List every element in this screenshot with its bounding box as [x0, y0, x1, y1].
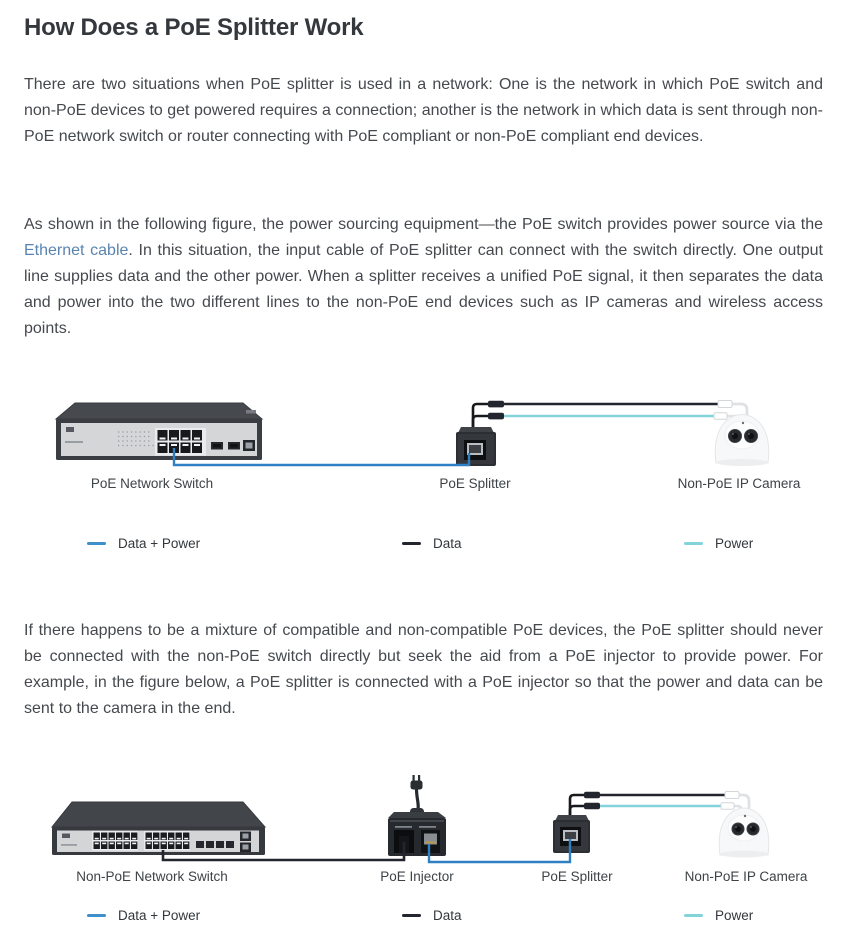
legend-label-data-power-2: Data + Power [118, 908, 201, 923]
non-poe-ip-camera-illustration [714, 401, 769, 467]
legend-item-data-power [87, 536, 200, 551]
device-label-poe-splitter: PoE Splitter [439, 476, 511, 491]
page-title: How Does a PoE Splitter Work [24, 14, 364, 41]
poe-splitter-illustration-2 [553, 792, 600, 853]
device-label-poe-network-switch: PoE Network Switch [90, 476, 214, 491]
legend-label-data-power: Data + Power [118, 536, 201, 551]
legend-swatch-data-2 [402, 914, 421, 917]
legend-item-data-2 [402, 908, 462, 923]
legend-swatch-power [684, 542, 703, 545]
legend-swatch-data-power [87, 542, 106, 545]
diagram-poe-switch-setup [0, 390, 865, 560]
ethernet-cable-link[interactable]: Ethernet cable [24, 242, 129, 259]
device-label-poe-injector: PoE Injector [380, 869, 454, 884]
legend-swatch-data [402, 542, 421, 545]
legend-label-power-2: Power [715, 908, 754, 923]
legend-item-power [684, 536, 753, 551]
device-label-poe-splitter-2: PoE Splitter [541, 869, 613, 884]
legend-label-data-2: Data [433, 908, 462, 923]
device-label-non-poe-ip-camera-2: Non-PoE IP Camera [684, 869, 808, 884]
poe-network-switch-illustration [56, 403, 262, 460]
paragraph-figure1-text-before: As shown in the following figure, the power sourcing equipment—the PoE switch provides power source via the [24, 216, 823, 233]
legend-swatch-data-power-2 [87, 914, 106, 917]
device-label-non-poe-ip-camera: Non-PoE IP Camera [677, 476, 801, 491]
legend-label-data: Data [433, 536, 462, 551]
paragraph-figure1 [24, 212, 823, 342]
poe-injector-illustration [388, 775, 446, 856]
data-power-cable-injector-to-splitter [429, 839, 570, 862]
device-label-non-poe-network-switch: Non-PoE Network Switch [76, 869, 228, 884]
legend-item-power-2 [684, 908, 753, 923]
legend-label-power: Power [715, 536, 754, 551]
paragraph-figure1-text-after: . In this situation, the input cable of PoE splitter can connect with the switch directly. One output line supplies data and the other power. When a splitter receives a unified PoE signal, it then separates the data and power into the two different lines to the non-PoE end devices such as IP cameras and wireless access points. [24, 242, 823, 337]
legend-item-data-power-2 [87, 908, 200, 923]
diagram-poe-injector-figure [0, 770, 865, 868]
paragraph-figure2: If there happens to be a mixture of compatible and non-compatible PoE devices, the PoE splitter should never be connected with the non-PoE switch directly but seek the aid from a PoE injector to provide power. For example, in the figure below, a PoE splitter is connected with a PoE injector so that the power and data can be sent to the camera in the end. [24, 622, 823, 717]
non-poe-network-switch-illustration [52, 802, 265, 855]
non-poe-ip-camera-illustration-2 [719, 792, 769, 858]
diagram-poe-switch-figure [0, 390, 865, 476]
legend-item-data [402, 536, 462, 551]
poe-splitter-illustration [456, 401, 504, 466]
diagram-poe-injector-setup [0, 770, 865, 935]
paragraph-intro: There are two situations when PoE splitter is used in a network: One is the network in which PoE switch and non-PoE devices to get powered requires a connection; another is the network in which data is sent through non-PoE network switch or router connecting with PoE compliant or non-PoE compliant end devices. [24, 76, 823, 145]
legend-swatch-power-2 [684, 914, 703, 917]
